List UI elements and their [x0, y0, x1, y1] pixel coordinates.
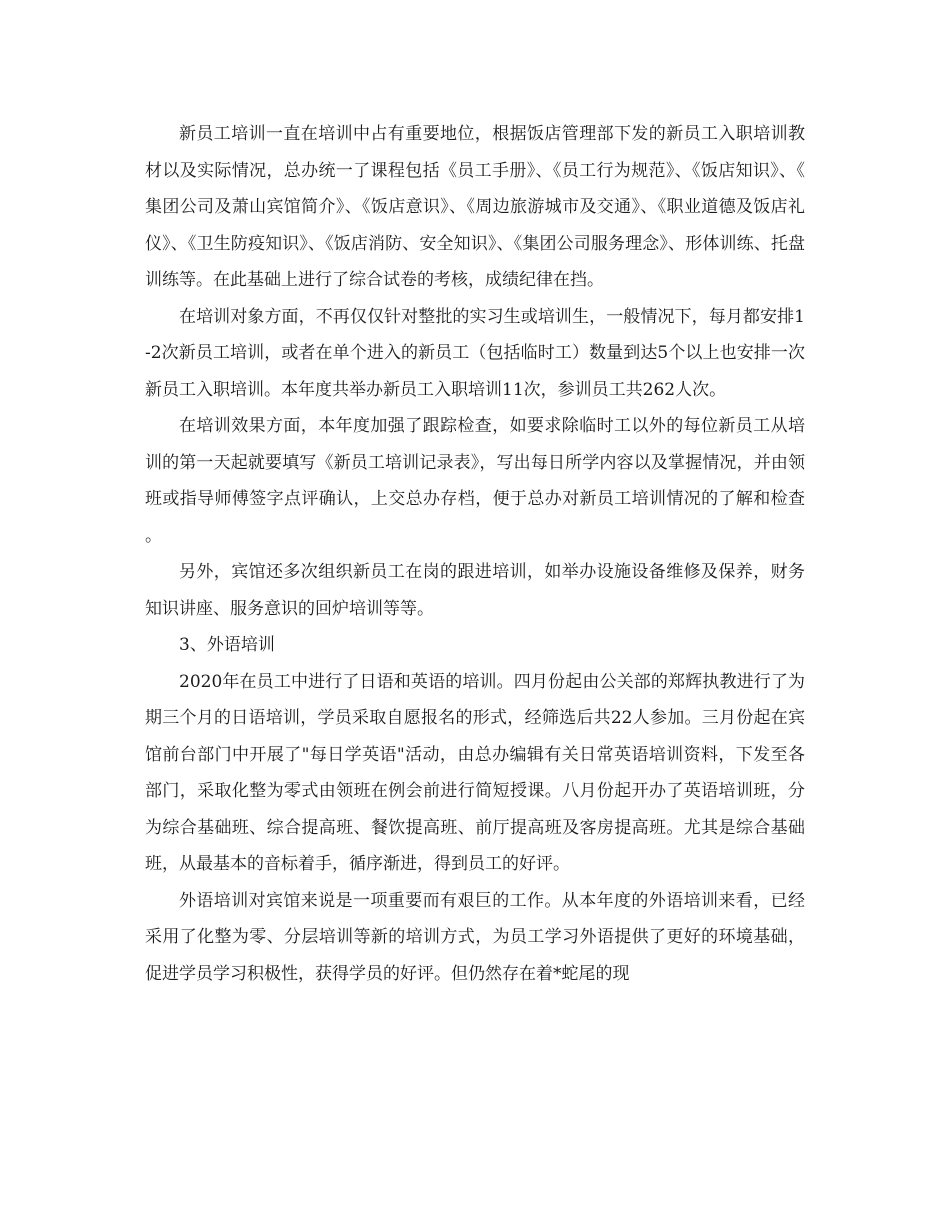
paragraph-training-targets: 在培训对象方面，不再仅仅针对整批的实习生或培训生，一般情况下，每月都安排1-2次新员工培训，或者在单个进入的新员工（包括临时工）数量到达5个以上也安排一次新员工入职培训。本年度共举办新员工入职培训11次，参训员工共262人次。	[145, 306, 805, 400]
paragraph-language-summary: 外语培训对宾馆来说是一项重要而有艰巨的工作。从本年度的外语培训来看，已经采用了化整为零、分层培训等新的培训方式，为员工学习外语提供了更好的环境基础，促进学员学习积极性，获得学员的好评。但仍然存在着*蛇尾的现	[145, 890, 805, 984]
paragraph-language-courses: 2020年在员工中进行了日语和英语的培训。四月份起由公关部的郑辉执教进行了为期三个月的日语培训，学员采取自愿报名的形式，经筛选后共22人参加。三月份起在宾馆前台部门中开展了"每日学英语"活动，由总办编辑有关日常英语培训资料，下发至各部门，采取化整为零式由领班在例会前进行简短授课。八月份起开办了英语培训班，分为综合基础班、综合提高班、餐饮提高班、前厅提高班及客房提高班。尤其是综合基础班，从最基本的音标着手，循序渐进，得到员工的好评。	[145, 671, 805, 874]
document-body	[145, 116, 805, 992]
paragraph-follow-up-training: 另外，宾馆还多次组织新员工在岗的跟进培训，如举办设施设备维修及保养，财务知识讲座、服务意识的回炉培训等等。	[145, 562, 805, 619]
paragraph-training-effects: 在培训效果方面，本年度加强了跟踪检查，如要求除临时工以外的每位新员工从培训的第一天起就要填写《新员工培训记录表》，写出每日所学内容以及掌握情况，并由领班或指导师傅签字点评确认，上交总办存档，便于总办对新员工培训情况的了解和检查。	[145, 416, 805, 546]
section-heading-foreign-language: 3、外语培训	[179, 635, 275, 655]
paragraph-new-employee-training: 新员工培训一直在培训中占有重要地位，根据饭店管理部下发的新员工入职培训教材以及实际情况，总办统一了课程包括《员工手册》、《员工行为规范》、《饭店知识》、《集团公司及萧山宾馆简介》、《饭店意识》、《周边旅游城市及交通》、《职业道德及饭店礼仪》、《卫生防疫知识》、《饭店消防、安全知识》、《集团公司服务理念》、形体训练、托盘训练等。在此基础上进行了综合试卷的考核，成绩纪律在挡。	[145, 124, 805, 290]
